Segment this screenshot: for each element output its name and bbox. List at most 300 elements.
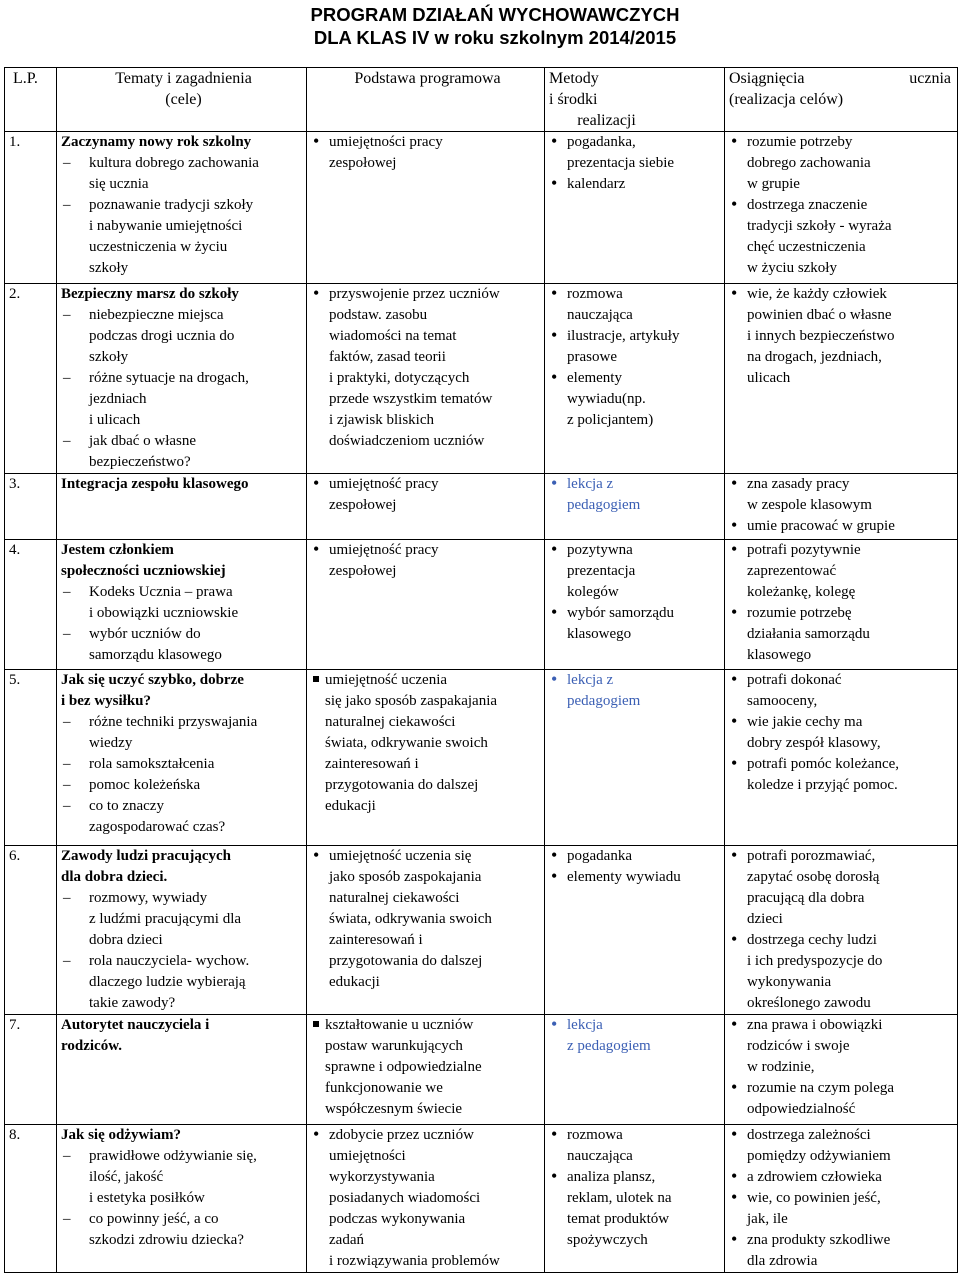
basis-text: • umiejętności pracy xyxy=(329,134,443,150)
method-text: wywiadu(np. xyxy=(567,391,646,407)
basis-text: faktów, zasad teorii xyxy=(329,349,446,365)
method-list xyxy=(549,132,724,195)
result-item xyxy=(729,712,957,754)
topic-title-line: Integracja zespołu klasowego xyxy=(61,476,249,492)
topic-cell xyxy=(57,1015,307,1125)
basis-item xyxy=(311,284,544,452)
result-item xyxy=(729,1015,957,1078)
topic-item xyxy=(61,754,306,775)
title-line-1: PROGRAM DZIAŁAŃ WYCHOWAWCZYCH xyxy=(310,4,680,25)
topic-title-line: Jak się odżywiam? xyxy=(61,1127,181,1143)
basis-text: zespołowej xyxy=(329,155,397,171)
topic-item xyxy=(61,712,306,754)
basis-text: świata, odkrywanie swoich xyxy=(325,735,488,751)
topic-text: – różne techniki przyswajania xyxy=(89,714,258,730)
topic-text: i obowiązki uczniowskie xyxy=(89,605,239,621)
basis-cell xyxy=(307,1125,545,1273)
basis-item xyxy=(311,1015,544,1120)
result-text: • umie pracować w grupie xyxy=(747,518,895,534)
topic-text: – jak dbać o własne xyxy=(89,433,197,449)
method-item xyxy=(549,132,724,174)
topic-text: – co to znaczy xyxy=(89,798,164,814)
method-list xyxy=(549,1125,724,1251)
basis-item xyxy=(311,846,544,993)
topic-text: – co powinny jeść, a co xyxy=(89,1211,219,1227)
result-text: • wie jakie cechy ma xyxy=(747,714,863,730)
topic-list xyxy=(61,712,306,838)
basis-text: świata, odkrywania swoich xyxy=(329,911,492,927)
result-item xyxy=(729,1078,957,1120)
topic-text: zagospodarować czas? xyxy=(89,819,226,835)
topic-title xyxy=(61,540,306,582)
topic-title xyxy=(61,284,306,305)
header-topics-line2: (cele) xyxy=(165,91,202,108)
method-text: • lekcja z xyxy=(567,672,614,688)
program-table xyxy=(4,67,958,1273)
header-methods-line3: realizacji xyxy=(577,112,636,129)
topic-title-line: Autorytet nauczyciela i xyxy=(61,1017,210,1033)
topic-text: – niebezpieczne miejsca xyxy=(89,307,224,323)
basis-text: • przyswojenie przez uczniów xyxy=(329,286,500,302)
result-text: powinien dbać o własne xyxy=(747,307,892,323)
method-text: prezentacja xyxy=(567,563,636,579)
topic-item xyxy=(61,1146,306,1209)
methods-cell xyxy=(545,132,725,284)
result-list xyxy=(729,1015,957,1120)
result-item xyxy=(729,670,957,712)
method-item xyxy=(549,867,724,888)
result-list xyxy=(729,132,957,279)
method-text: temat produktów xyxy=(567,1211,670,1227)
basis-text: zadań xyxy=(329,1232,364,1248)
topic-text: i nabywanie umiejętności xyxy=(89,218,243,234)
header-basis xyxy=(307,68,545,132)
topic-text: – rola nauczyciela- wychow. xyxy=(89,953,250,969)
basis-list xyxy=(311,540,544,582)
methods-cell xyxy=(545,846,725,1015)
topic-list xyxy=(61,888,306,1014)
topic-cell xyxy=(57,846,307,1015)
result-item xyxy=(729,284,957,389)
methods-cell xyxy=(545,1125,725,1273)
header-basis-label: Podstawa programowa xyxy=(354,70,501,87)
basis-text: umiejętność uczenia xyxy=(325,672,448,688)
header-methods-line2: i środki xyxy=(549,91,598,108)
header-results-line2: (realizacja celów) xyxy=(729,91,844,108)
result-list xyxy=(729,284,957,389)
result-text: • potrafi pozytywnie xyxy=(747,542,861,558)
topic-title xyxy=(61,132,306,153)
header-results xyxy=(725,68,958,132)
result-text: działania samorządu xyxy=(747,626,870,642)
methods-cell xyxy=(545,1015,725,1125)
method-item xyxy=(549,1125,724,1167)
header-lp xyxy=(5,68,57,132)
result-text: • rozumie na czym polega xyxy=(747,1080,895,1096)
basis-text: edukacji xyxy=(325,798,376,814)
topic-list xyxy=(61,1146,306,1251)
results-cell xyxy=(725,846,958,1015)
topic-item xyxy=(61,951,306,1014)
result-text: • dostrzega zależności xyxy=(747,1127,871,1143)
header-topics xyxy=(57,68,307,132)
result-list xyxy=(729,474,957,537)
result-text: ulicach xyxy=(747,370,791,386)
basis-text: zespołowej xyxy=(329,497,397,513)
basis-list xyxy=(311,1015,544,1120)
topic-text: – Kodeks Ucznia – prawa xyxy=(89,584,233,600)
topic-cell xyxy=(57,474,307,540)
method-text: pedagogiem xyxy=(567,497,641,513)
method-text: • kalendarz xyxy=(567,176,626,192)
topic-title-line: Bezpieczny marsz do szkoły xyxy=(61,286,239,302)
topic-title xyxy=(61,846,306,888)
result-text: dzieci xyxy=(747,911,783,927)
title-line-2: DLA KLAS IV w roku szkolnym 2014/2015 xyxy=(313,27,677,48)
basis-item xyxy=(311,1125,544,1272)
method-text: • pozytywna xyxy=(567,542,633,558)
method-list xyxy=(549,540,724,645)
header-results-b: ucznia xyxy=(909,70,951,87)
method-item xyxy=(549,846,724,867)
topic-title-line: Jestem członkiem xyxy=(61,542,174,558)
topic-title xyxy=(61,670,306,712)
header-results-line1 xyxy=(729,68,957,89)
topic-text: ilość, jakość xyxy=(89,1169,164,1185)
basis-list xyxy=(311,1125,544,1272)
row-number: 8. xyxy=(5,1125,57,1273)
basis-text: edukacji xyxy=(329,974,380,990)
basis-text: doświadczeniom uczniów xyxy=(329,433,485,449)
topic-item xyxy=(61,195,306,279)
result-text: • zna prawa i obowiązki xyxy=(747,1017,883,1033)
result-text: • rozumie potrzebę xyxy=(747,605,852,621)
topic-item xyxy=(61,368,306,431)
result-text: • potrafi dokonać xyxy=(747,672,842,688)
topic-list xyxy=(61,582,306,666)
basis-cell xyxy=(307,846,545,1015)
topic-title-line: Jak się uczyć szybko, dobrze xyxy=(61,672,244,688)
topic-title-line: dla dobra dzieci. xyxy=(61,869,168,885)
topic-text: i estetyka posiłków xyxy=(89,1190,205,1206)
topic-text: – prawidłowe odżywianie się, xyxy=(89,1148,257,1164)
topic-item xyxy=(61,305,306,368)
result-text: dla zdrowia xyxy=(747,1253,818,1269)
topic-item xyxy=(61,582,306,624)
method-text: nauczająca xyxy=(567,1148,633,1164)
result-text: • dostrzega znaczenie xyxy=(747,197,868,213)
method-item xyxy=(549,174,724,195)
table-row xyxy=(5,284,958,474)
topic-text: samorządu klasowego xyxy=(89,647,222,663)
topic-text: podczas drogi ucznia do xyxy=(89,328,235,344)
result-text: pracującą dla dobra xyxy=(747,890,865,906)
result-item xyxy=(729,516,957,537)
method-item xyxy=(549,284,724,326)
basis-cell xyxy=(307,474,545,540)
table-row xyxy=(5,540,958,670)
topic-text: – rozmowy, wywiady xyxy=(89,890,208,906)
result-text: i innych bezpieczeństwo xyxy=(747,328,895,344)
topic-item xyxy=(61,888,306,951)
method-text: • rozmowa xyxy=(567,1127,623,1143)
basis-cell xyxy=(307,132,545,284)
topic-text: dobra dzieci xyxy=(89,932,163,948)
basis-text: • umiejętność pracy xyxy=(329,542,439,558)
result-text: tradycji szkoły - wyraża xyxy=(747,218,892,234)
result-text: • wie, co powinien jeść, xyxy=(747,1190,881,1206)
basis-text: współczesnym świecie xyxy=(325,1101,463,1117)
page-title xyxy=(0,3,960,49)
row-number: 7. xyxy=(5,1015,57,1125)
topic-title-line: i bez wysiłku? xyxy=(61,693,152,709)
basis-text: zainteresowań i xyxy=(329,932,423,948)
topic-text: szkoły xyxy=(89,349,129,365)
result-item xyxy=(729,754,957,796)
result-text: w życiu szkoły xyxy=(747,260,837,276)
topic-title xyxy=(61,1125,306,1146)
topic-text: wiedzy xyxy=(89,735,133,751)
row-number: 1. xyxy=(5,132,57,284)
method-text: klasowego xyxy=(567,626,632,642)
method-list xyxy=(549,846,724,888)
topic-item xyxy=(61,624,306,666)
method-text: • pogadanka xyxy=(567,848,632,864)
method-text: • elementy wywiadu xyxy=(567,869,681,885)
topic-text: dlaczego ludzie wybierają xyxy=(89,974,246,990)
basis-text: naturalnej ciekawości xyxy=(329,890,460,906)
result-text: i ich predyspozycje do xyxy=(747,953,883,969)
basis-text: zespołowej xyxy=(329,563,397,579)
method-text: nauczająca xyxy=(567,307,633,323)
basis-item xyxy=(311,132,544,174)
basis-text: przede wszystkim tematów xyxy=(329,391,493,407)
result-list xyxy=(729,1125,957,1272)
methods-cell xyxy=(545,474,725,540)
methods-cell xyxy=(545,284,725,474)
result-text: dobrego zachowania xyxy=(747,155,871,171)
result-list xyxy=(729,540,957,666)
basis-text: sprawne i odpowiedzialne xyxy=(325,1059,482,1075)
table-row xyxy=(5,474,958,540)
row-number: 6. xyxy=(5,846,57,1015)
result-item xyxy=(729,1230,957,1272)
topic-list xyxy=(61,305,306,473)
basis-text: postaw warunkujących xyxy=(325,1038,463,1054)
basis-text: wykorzystywania xyxy=(329,1169,435,1185)
method-text: prezentacja siebie xyxy=(567,155,675,171)
topic-cell xyxy=(57,1125,307,1273)
result-item xyxy=(729,603,957,666)
basis-text: naturalnej ciekawości xyxy=(325,714,456,730)
method-text: pedagogiem xyxy=(567,693,641,709)
result-item xyxy=(729,132,957,195)
result-text: rodziców i swoje xyxy=(747,1038,850,1054)
result-text: w rodzinie, xyxy=(747,1059,815,1075)
result-item xyxy=(729,474,957,516)
method-text: • analiza plansz, xyxy=(567,1169,656,1185)
method-text: spożywczych xyxy=(567,1232,648,1248)
result-text: określonego zawodu xyxy=(747,995,871,1011)
result-item xyxy=(729,1125,957,1167)
basis-item xyxy=(311,474,544,516)
basis-text: podczas wykonywania xyxy=(329,1211,466,1227)
basis-cell xyxy=(307,540,545,670)
result-item xyxy=(729,195,957,279)
basis-list xyxy=(311,132,544,174)
result-text: • zna produkty szkodliwe xyxy=(747,1232,891,1248)
topic-text: jezdniach xyxy=(89,391,147,407)
result-text: • dostrzega cechy ludzi xyxy=(747,932,877,948)
result-text: klasowego xyxy=(747,647,812,663)
method-list xyxy=(549,474,724,516)
method-item xyxy=(549,1015,724,1057)
basis-list xyxy=(311,474,544,516)
topic-text: uczestniczenia w życiu xyxy=(89,239,228,255)
topic-title xyxy=(61,474,306,495)
basis-text: i praktyki, dotyczących xyxy=(329,370,470,386)
basis-text: • zdobycie przez uczniów xyxy=(329,1127,474,1143)
method-item xyxy=(549,603,724,645)
method-text: reklam, ulotek na xyxy=(567,1190,672,1206)
header-topics-line1: Tematy i zagadnienia xyxy=(115,70,252,87)
basis-text: funkcjonowanie we xyxy=(325,1080,443,1096)
basis-text: • umiejętność uczenia się xyxy=(329,848,472,864)
result-text: dobry zespół klasowy, xyxy=(747,735,881,751)
topic-list xyxy=(61,153,306,279)
topic-cell xyxy=(57,540,307,670)
basis-text: się jako sposób zaspakajania xyxy=(325,693,498,709)
results-cell xyxy=(725,1015,958,1125)
basis-text: zainteresowań i xyxy=(325,756,419,772)
topic-text: – rola samokształcenia xyxy=(89,756,215,772)
result-text: • potrafi porozmawiać, xyxy=(747,848,876,864)
topic-text: i ulicach xyxy=(89,412,141,428)
method-list xyxy=(549,670,724,712)
topic-title-line: Zawody ludzi pracujących xyxy=(61,848,232,864)
basis-item xyxy=(311,540,544,582)
method-text: • wybór samorządu xyxy=(567,605,675,621)
result-text: zapytać osobę dorosłą xyxy=(747,869,880,885)
result-text: samooceny, xyxy=(747,693,818,709)
result-text: wykonywania xyxy=(747,974,832,990)
method-item xyxy=(549,368,724,431)
method-text: • rozmowa xyxy=(567,286,623,302)
basis-cell xyxy=(307,670,545,846)
basis-text: przygotowania do dalszej xyxy=(329,953,483,969)
topic-title-line: rodziców. xyxy=(61,1038,122,1054)
method-text: • lekcja xyxy=(567,1017,603,1033)
result-text: pomiędzy odżywianiem xyxy=(747,1148,891,1164)
result-item xyxy=(729,540,957,603)
basis-list xyxy=(311,284,544,452)
result-text: chęć uczestniczenia xyxy=(747,239,866,255)
topic-title xyxy=(61,1015,306,1057)
results-cell xyxy=(725,540,958,670)
result-text: odpowiedzialność xyxy=(747,1101,856,1117)
result-list xyxy=(729,846,957,1014)
table-row xyxy=(5,670,958,846)
topic-item xyxy=(61,796,306,838)
result-text: jak, ile xyxy=(747,1211,788,1227)
basis-text: kształtowanie u uczniów xyxy=(325,1017,474,1033)
basis-text: jako sposób zaspokajania xyxy=(329,869,482,885)
basis-item xyxy=(311,670,544,817)
method-list xyxy=(549,1015,724,1057)
table-row xyxy=(5,132,958,284)
basis-list xyxy=(311,846,544,993)
basis-text: podstaw. zasobu xyxy=(329,307,428,323)
topic-item xyxy=(61,1209,306,1251)
basis-text: umiejętności xyxy=(329,1148,406,1164)
topic-cell xyxy=(57,284,307,474)
result-text: • rozumie potrzeby xyxy=(747,134,853,150)
result-item xyxy=(729,1167,957,1188)
row-number: 4. xyxy=(5,540,57,670)
results-cell xyxy=(725,132,958,284)
result-list xyxy=(729,670,957,796)
topic-item xyxy=(61,153,306,195)
method-list xyxy=(549,284,724,431)
method-text: prasowe xyxy=(567,349,617,365)
table-row xyxy=(5,846,958,1015)
result-text: w zespole klasowym xyxy=(747,497,872,513)
header-lp-label: L.P. xyxy=(13,70,38,87)
topic-item xyxy=(61,775,306,796)
result-item xyxy=(729,930,957,1014)
method-text: • pogadanka, xyxy=(567,134,636,150)
basis-cell xyxy=(307,284,545,474)
header-methods-line1: Metody xyxy=(549,70,599,87)
topic-text: – poznawanie tradycji szkoły xyxy=(89,197,254,213)
table-row xyxy=(5,1125,958,1273)
topic-title-line: społeczności uczniowskiej xyxy=(61,563,226,579)
topic-text: takie zawody? xyxy=(89,995,176,1011)
basis-text: przygotowania do dalszej xyxy=(325,777,479,793)
basis-text: • umiejętność pracy xyxy=(329,476,439,492)
result-item xyxy=(729,1188,957,1230)
result-text: na drogach, jezdniach, xyxy=(747,349,882,365)
result-text: • wie, że każdy człowiek xyxy=(747,286,887,302)
result-text: • potrafi pomóc koleżance, xyxy=(747,756,900,772)
result-text: koleżankę, kolegę xyxy=(747,584,856,600)
topic-text: szkodzi zdrowiu dziecka? xyxy=(89,1232,244,1248)
method-text: • ilustracje, artykuły xyxy=(567,328,680,344)
basis-text: i zjawisk bliskich xyxy=(329,412,434,428)
method-item xyxy=(549,326,724,368)
result-text: zaprezentować xyxy=(747,563,837,579)
result-text: koledze i przyjąć pomoc. xyxy=(747,777,898,793)
topic-title-line: Zaczynamy nowy rok szkolny xyxy=(61,134,252,150)
header-results-a: Osiągnięcia xyxy=(729,70,805,87)
method-text: z pedagogiem xyxy=(567,1038,651,1054)
topic-text: – różne sytuacje na drogach, xyxy=(89,370,249,386)
basis-text: wiadomości na temat xyxy=(329,328,457,344)
topic-text: szkoły xyxy=(89,260,129,276)
methods-cell xyxy=(545,540,725,670)
results-cell xyxy=(725,474,958,540)
table-header-row xyxy=(5,68,958,132)
topic-text: – kultura dobrego zachowania xyxy=(89,155,259,171)
results-cell xyxy=(725,670,958,846)
topic-text: z ludźmi pracującymi dla xyxy=(89,911,242,927)
topic-cell xyxy=(57,132,307,284)
topic-cell xyxy=(57,670,307,846)
result-item xyxy=(729,846,957,930)
topic-text: – pomoc koleżeńska xyxy=(89,777,201,793)
basis-list xyxy=(311,670,544,817)
result-text: w grupie xyxy=(747,176,800,192)
